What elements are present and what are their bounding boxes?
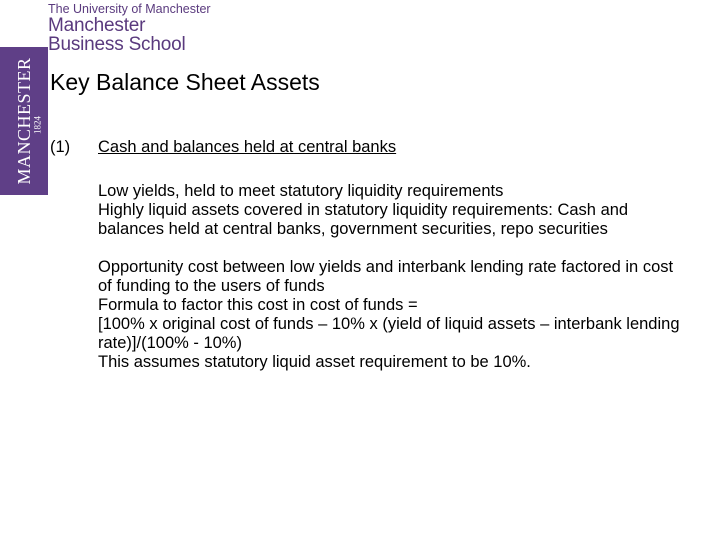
item-row	[50, 138, 710, 160]
paragraph-line: Opportunity cost between low yields and interbank lending rate factored in cost of funding to the users of funds	[98, 258, 674, 295]
university-logo	[48, 2, 211, 54]
side-brand-year: 1824	[32, 116, 43, 134]
logo-university-name: The University of Manchester	[48, 2, 211, 16]
side-brand-text: MANCHESTER	[14, 57, 34, 185]
item-heading: Cash and balances held at central banks	[98, 138, 397, 156]
logo-manchester: Manchester	[48, 15, 146, 36]
paragraph-line: Highly liquid assets covered in statutory liquidity requirements: Cash and balances held at central banks, government securities, repo securities	[98, 201, 629, 238]
paragraph-line: This assumes statutory liquid asset requirement to be 10%.	[98, 353, 531, 371]
paragraph-line: [100% x original cost of funds – 10% x (yield of liquid assets – interbank lending rate)]/(100% - 10%)	[98, 315, 680, 352]
slide-title: Key Balance Sheet Assets	[50, 69, 320, 95]
paragraph-block-1	[98, 182, 688, 239]
side-brand-bar	[0, 47, 48, 195]
item-number: (1)	[50, 138, 71, 156]
slide-content	[50, 138, 710, 372]
paragraph-line: Low yields, held to meet statutory liquidity requirements	[98, 182, 504, 200]
paragraph-line: Formula to factor this cost in cost of funds =	[98, 296, 418, 314]
logo-business-school: Business School	[48, 34, 186, 55]
paragraph-block-2	[98, 258, 688, 372]
